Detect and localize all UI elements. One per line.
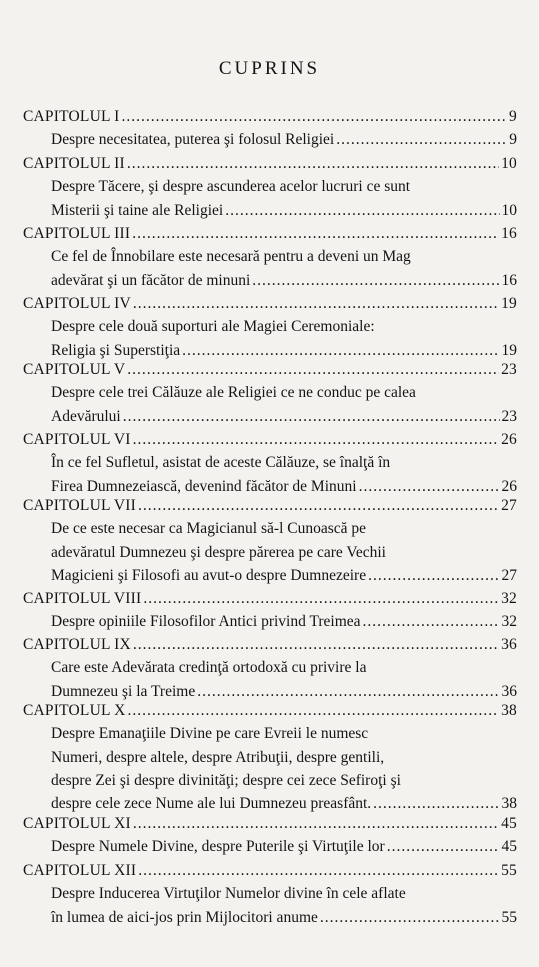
leader-dots [336,131,507,149]
entry-page-number: 9 [509,131,517,149]
chapter-description-line [51,202,517,220]
entry-page-number: 45 [501,838,517,856]
entry-text: Despre Numele Divine, despre Puterile şi Virtuţile lor [51,838,385,856]
chapter-heading [23,108,517,126]
chapter-label: CAPITOLUL XI [23,815,131,832]
chapter-heading [23,702,517,720]
chapter-heading [23,295,517,313]
chapter-heading [23,361,517,379]
leader-dots [133,815,499,833]
chapter-description-line [51,131,517,149]
chapter-page-number: 27 [501,497,517,514]
entry-text: Despre cele două suporturi ale Magiei Ceremoniale: [51,318,375,336]
chapter-description-line [51,544,386,562]
chapter-label: CAPITOLUL V [23,361,126,378]
chapter-description-line [51,725,368,743]
chapter-description-line [51,838,517,856]
chapter-description-line [51,178,410,196]
chapter-description-line [51,408,517,426]
chapter-description-line [51,885,406,903]
entry-text: Adevărului [51,407,121,425]
leader-dots [252,272,499,290]
chapter-description-line [51,272,517,290]
entry-text: Despre cele trei Călăuze ale Religiei ce ne conduc pe calea [51,384,416,402]
chapter-label: CAPITOLUL II [23,155,125,172]
chapter-label: CAPITOLUL III [23,225,131,242]
chapter-description-line [51,342,517,360]
leader-dots [132,225,499,243]
chapter-description-line [51,749,384,767]
chapter-description-line [51,613,517,631]
entry-text: despre cele zece Nume ale lui Dumnezeu preasfânt. [51,795,372,813]
leader-dots [373,795,499,813]
chapter-description-line [51,795,517,813]
entry-page-number: 38 [501,795,517,813]
chapter-description-line [51,567,517,585]
leader-dots [133,295,499,313]
leader-dots [133,636,499,654]
entry-text: Ce fel de Înnobilare este necesară pentru a deveni un Mag [51,248,411,266]
entry-text: Despre Tăcere, şi despre ascunderea acelor lucruri ce sunt [51,178,411,196]
entry-text: adevărat şi un făcător de minuni [51,271,251,289]
chapter-label: CAPITOLUL IX [23,636,131,653]
entry-text: în lumea de aici-jos prin Mijlocitori anume [51,908,318,926]
chapter-heading [23,225,517,243]
chapter-description-line [51,520,366,538]
chapter-page-number: 32 [501,590,517,607]
entry-text: Despre necesitatea, puterea şi folosul Religiei [51,131,335,149]
entry-page-number: 32 [501,613,517,631]
entry-page-number: 55 [501,908,517,926]
chapter-label: CAPITOLUL VI [23,431,131,448]
leader-dots [182,342,499,360]
chapter-heading [23,431,517,449]
entry-page-number: 23 [501,407,517,425]
chapter-description-line [51,454,390,472]
entry-text: Despre opiniile Filosofilor Antici privind Treimea [51,613,361,631]
chapter-page-number: 16 [501,225,517,242]
entry-text: În ce fel Sufletul, asistat de aceste Călăuze, se înalţă în [51,454,391,472]
leader-dots [138,862,499,880]
chapter-heading [23,636,517,654]
entry-text: Dumnezeu şi la Treime [51,682,196,700]
chapter-page-number: 45 [501,815,517,832]
leader-dots [320,909,500,927]
leader-dots [359,478,500,496]
leader-dots [387,838,500,856]
entry-page-number: 27 [501,566,517,584]
leader-dots [122,108,508,126]
chapter-label: CAPITOLUL I [23,108,120,125]
page-title: CUPRINS [218,58,321,79]
leader-dots [123,408,500,426]
chapter-page-number: 38 [501,702,517,719]
chapter-description-line [51,384,416,402]
chapter-label: CAPITOLUL VII [23,497,136,514]
entry-text: Care este Adevărata credinţă ortodoxă cu privire la [51,659,367,677]
chapter-page-number: 9 [509,108,517,125]
entry-text: Magicieni şi Filosofi au avut-o despre Dumnezeire [51,566,367,584]
leader-dots [138,497,499,515]
chapter-description-line [51,318,375,336]
entry-text: Misterii şi taine ale Religiei [51,201,224,219]
chapter-heading [23,815,517,833]
entry-page-number: 26 [501,477,517,495]
leader-dots [133,431,499,449]
entry-page-number: 19 [501,341,517,359]
chapter-page-number: 55 [501,862,517,879]
entry-text: despre Zei şi despre divinităţi; despre cei zece Sefiroţi şi [51,771,401,789]
entry-text: De ce este necesar ca Magicianul să-l Cunoască pe [51,520,367,538]
chapter-page-number: 23 [501,361,517,378]
leader-dots [368,567,499,585]
entry-text: Numeri, despre altele, despre Atribuţii, despre gentili, [51,748,385,766]
chapter-heading [23,497,517,515]
chapter-page-number: 19 [501,295,517,312]
entry-text: Despre Inducerea Virtuţilor Numelor divine în cele aflate [51,885,406,903]
leader-dots [143,590,499,608]
entry-text: Despre Emanaţiile Divine pe care Evreii le numesc [51,725,369,743]
chapter-description-line [51,683,517,701]
leader-dots [363,613,500,631]
leader-dots [225,202,499,220]
entry-text: Religia şi Superstiţia [51,341,181,359]
chapter-description-line [51,478,517,496]
chapter-label: CAPITOLUL X [23,702,126,719]
leader-dots [197,683,499,701]
chapter-heading [23,155,517,173]
chapter-description-line [51,659,366,677]
chapter-label: CAPITOLUL IV [23,295,131,312]
chapter-label: CAPITOLUL XII [23,862,137,879]
chapter-description-line [51,248,411,266]
entry-page-number: 16 [501,271,517,289]
entry-text: Firea Dumnezeiască, devenind făcător de Minuni [51,477,357,495]
entry-text: adevăratul Dumnezeu şi despre părerea pe care Vechii [51,543,386,561]
entry-page-number: 10 [501,201,517,219]
chapter-page-number: 26 [501,431,517,448]
chapter-label: CAPITOLUL VIII [23,590,142,607]
chapter-description-line [51,909,517,927]
chapter-description-line [51,772,401,790]
leader-dots [128,702,500,720]
entry-page-number: 36 [501,682,517,700]
leader-dots [127,155,499,173]
chapter-heading [23,590,517,608]
chapter-page-number: 36 [501,636,517,653]
leader-dots [127,361,499,379]
chapter-page-number: 10 [501,155,517,172]
chapter-heading [23,862,517,880]
